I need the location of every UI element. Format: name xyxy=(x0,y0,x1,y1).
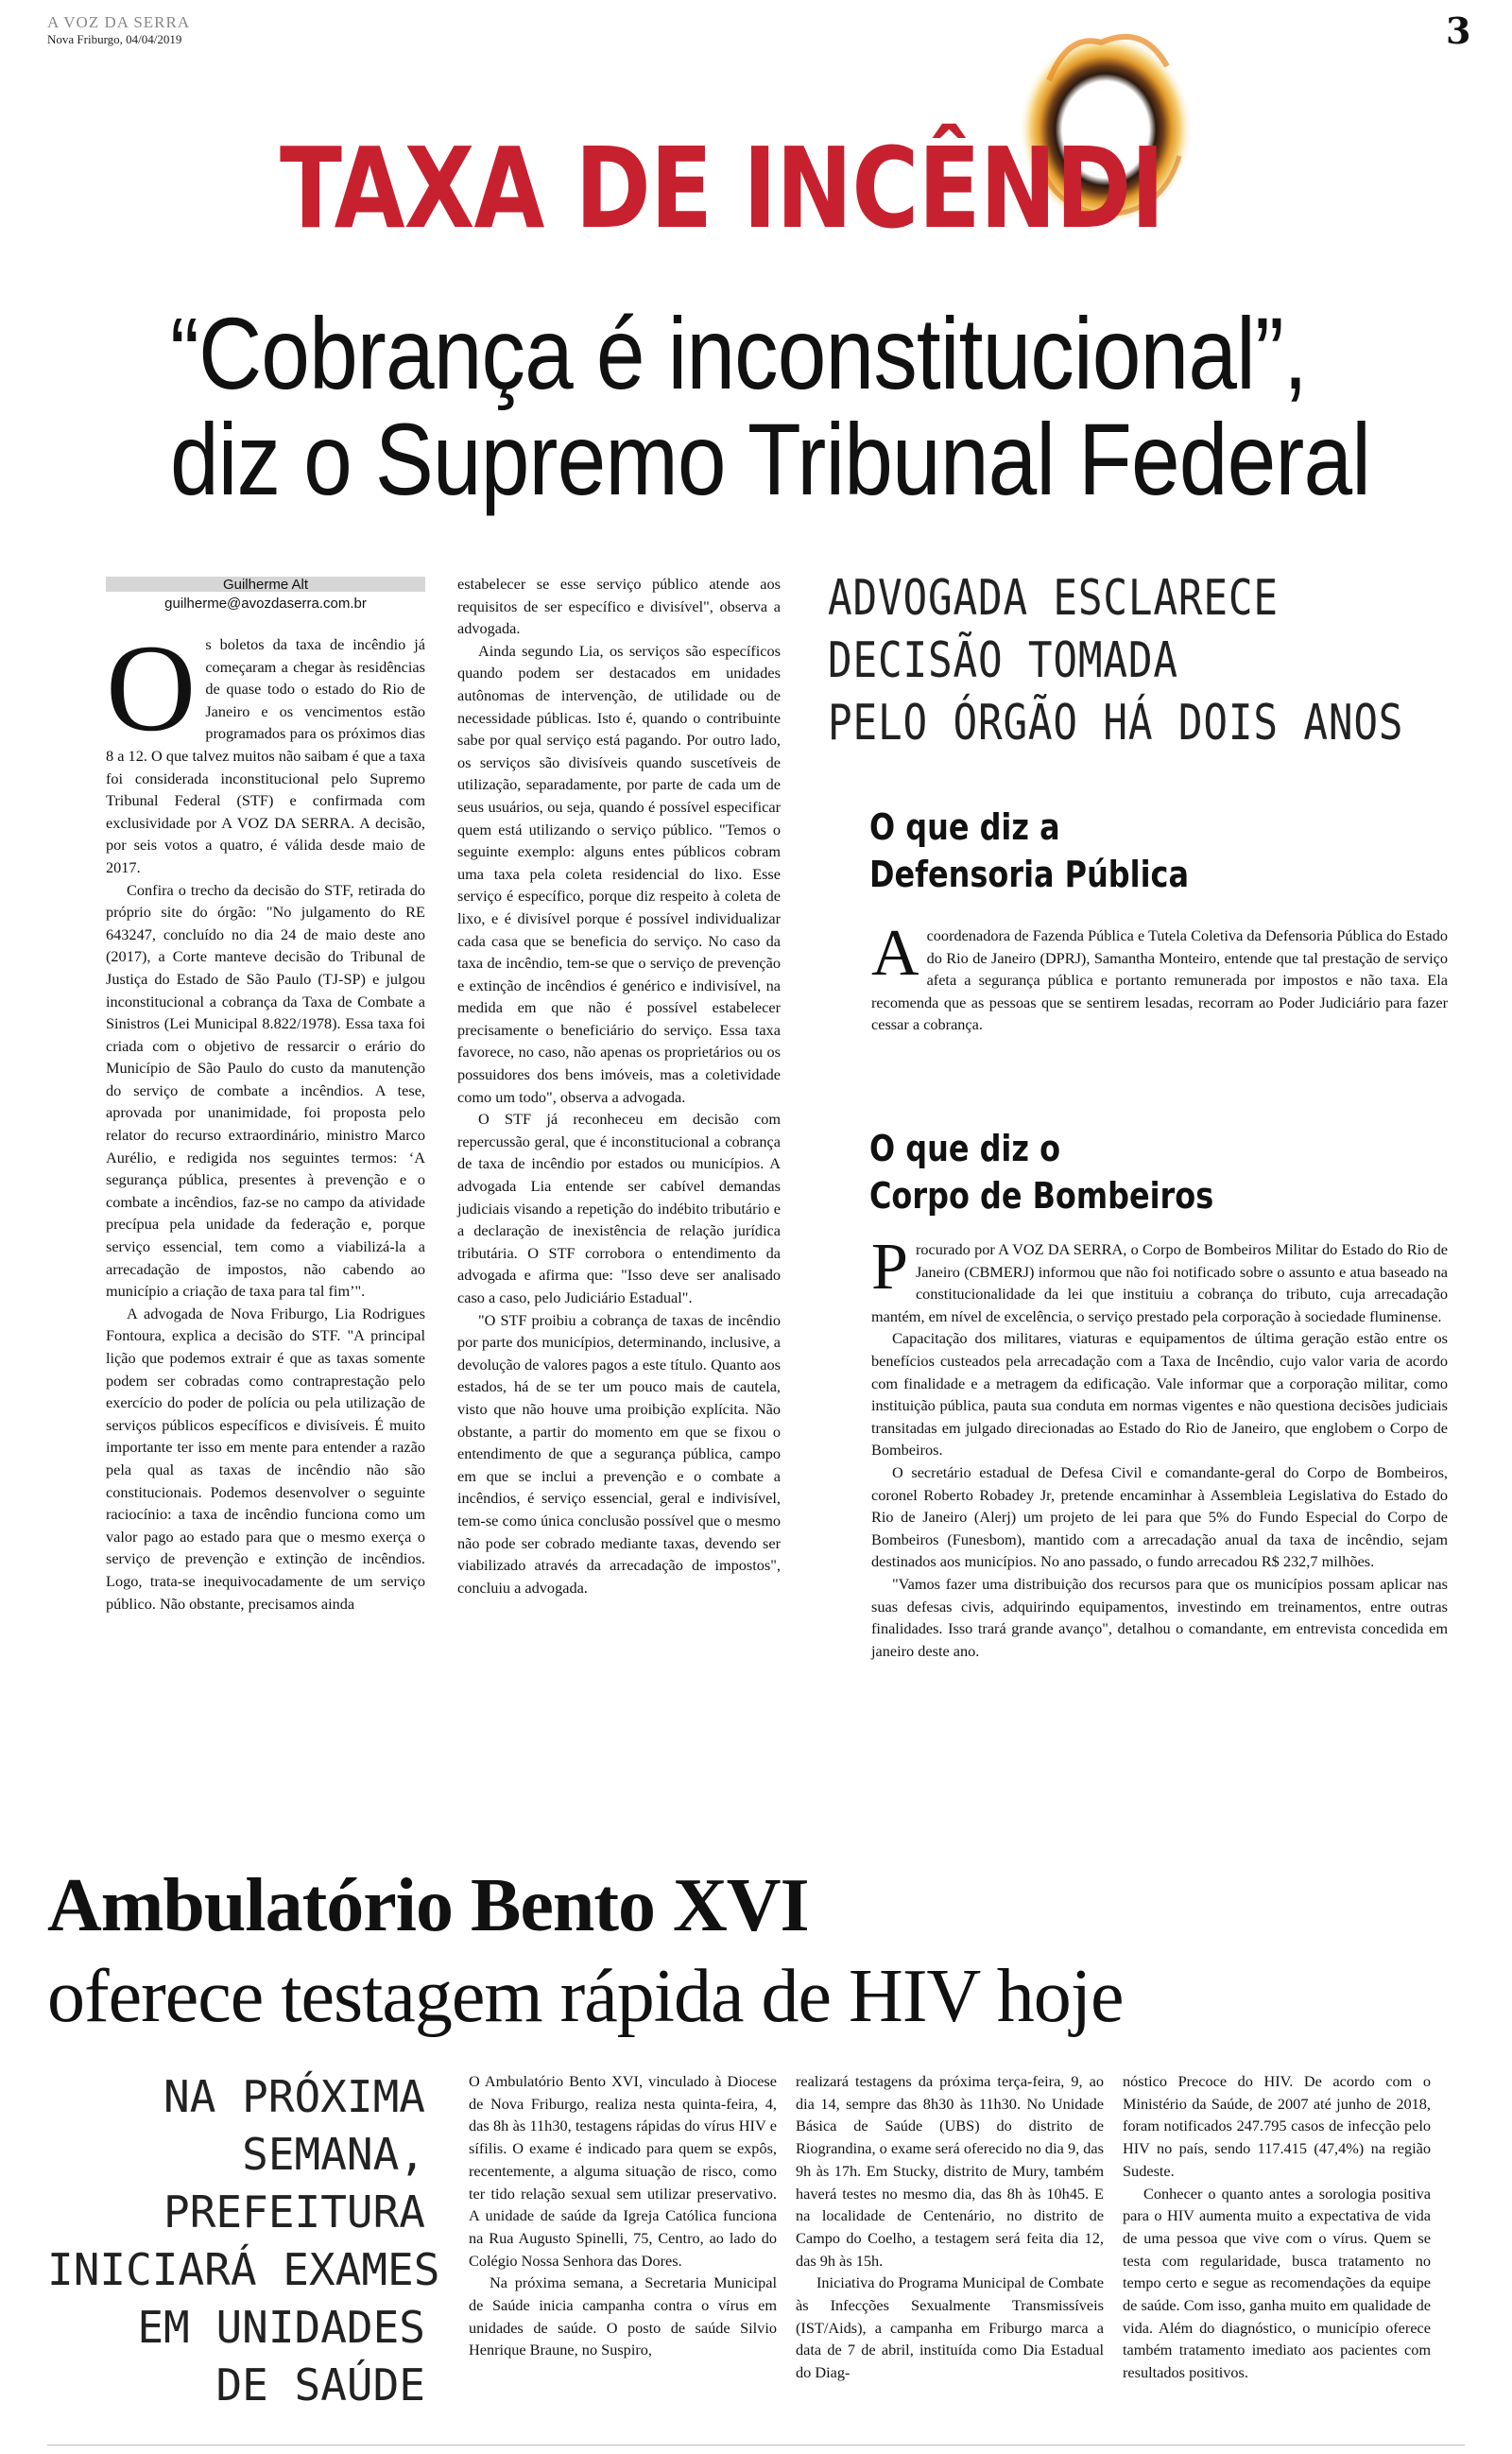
article-paragraph: Iniciativa do Programa Municipal de Combate às Infecções Sexualmente Transmissíveis (IST/Aids), a campanha em Friburgo marca a data de 7 de abril, instituída como Dia Estadual do Diag- xyxy=(796,2273,1104,2382)
article-paragraph: O STF já reconheceu em decisão com repercussão geral, que é inconstitucional a cobrança de taxa de incêndio por estados ou municípios. A advogada Lia entende ser cabível demandas judiciais visando a repetição do indébito tributário e a declaração de inexistência de relação jurídica tributária. O STF corrobora o entendimento da advogada e afirma que: "Isso deve ser analisado caso a caso, pelo Judiciário Estadual". xyxy=(457,1110,781,1306)
second-headline-line1: Ambulatório Bento XVI xyxy=(47,1864,809,1947)
byline-name: Guilherme Alt xyxy=(222,577,309,593)
bombeiros-heading-line2: Corpo de Bombeiros xyxy=(869,1175,1214,1217)
side-quote-line: NA PRÓXIMA xyxy=(163,2071,425,2122)
article-paragraph: nóstico Precoce do HIV. De acordo com o Ministério da Saúde, de 2007 até junho de 2018, foram notificados 247.795 casos de infecção pelo HIV no país, sendo 117.415 (47,4%) na região Sudeste. xyxy=(1123,2072,1431,2180)
paragraph-text: coordenadora de Fazenda Pública e Tutela Coletiva da Defensoria Pública do Estado do Rio de Janeiro (DPRJ), Samantha Monteiro, entende que tal prestação de serviço afeta a segurança pública e portanto remunerada por impostos e não taxa. Ela recomenda que as pessoas que se sentirem lesadas, recorram ao Poder Judiciário para fazer cessar a cobrança. xyxy=(871,926,1448,1034)
article-paragraph: "O STF proibiu a cobrança de taxas de incêndio por parte dos municípios, determinando, inclusive, a devolução de valores pagos a este título. Quanto aos estados, há de se ter um pouco mais de cautela, visto que não houve uma proibição explícita. Não obstante, a partir do momento em que se fixou o entendimento de que a segurança pública, campo em que se inclui a prevenção e o combate a incêndios, é serviço essencial, geral e indivisível, tem-se como única conclusão possível que o mesmo não pode ser cobrado mediante taxas, devendo ser viabilizado através da arrecadação de impostos", concluiu a advogada. xyxy=(457,1310,781,1597)
paragraph-text: s boletos da taxa de incêndio já começaram a chegar às residências de quase todo o estado do Rio de Janeiro e os vencimentos estão programados para os próximos dias 8 a 12. O que talvez muitos não saibam é que a taxa foi considerada inconstitucional pelo Supremo Tribunal Federal (STF) e confirmada com exclusividade por A VOZ DA SERRA. A decisão, por seis votos a quatro, é válida desde maio de 2017. xyxy=(106,635,425,876)
sidebar-title-line: DECISÃO TOMADA xyxy=(828,632,1178,689)
article-paragraph: estabelecer se esse serviço público atende aos requisitos de ser específico e divisível", observa a advogada. xyxy=(457,575,781,638)
article-paragraph xyxy=(871,917,1448,1036)
article-column-1 xyxy=(106,618,425,1615)
side-quote-line: SEMANA, xyxy=(242,2129,425,2180)
sidebar-title-line: ADVOGADA ESCLARECE xyxy=(828,570,1279,627)
second-headline-line2: oferece testagem rápida de HIV hoje xyxy=(47,1955,1124,2038)
section-kicker: TAXA DE INCÊNDI xyxy=(280,123,1164,253)
defensoria-heading-line1: O que diz a xyxy=(869,806,1060,848)
article-paragraph xyxy=(871,1231,1448,1327)
defensoria-heading-line2: Defensoria Pública xyxy=(869,854,1189,895)
article-paragraph: O Ambulatório Bento XVI, vinculado à Diocese de Nova Friburgo, realiza nesta quinta-feira, 4, das 8h às 11h30, testagens rápidas do vírus HIV e sífilis. O exame é indicado para quem se expôs, recentemente, a alguma situação de risco, como ter tido relação sexual sem utilizar preservativo. A unidade de saúde da Igreja Católica funciona na Rua Augusto Spinelli, 75, Centro, ao lado do Colégio Nossa Senhora das Dores. xyxy=(469,2072,777,2270)
masthead-name: A VOZ DA SERRA xyxy=(47,13,191,31)
masthead-date: Nova Friburgo, 04/04/2019 xyxy=(47,32,182,46)
main-headline xyxy=(170,296,1371,516)
main-headline-line2: diz o Supremo Tribunal Federal xyxy=(170,402,1371,516)
article-paragraph: Capacitação dos militares, viaturas e equipamentos de última geração estão entre os benefícios custeados pela arrecadação com a Taxa de Incêndio, cujo valor varia de acordo com finalidade e a metragem da edificação. Vale informar que a corporação militar, como instituição pública, pauta sua conduta em normas vigentes e não questiona decisões judiciais transitadas em julgado direcionadas ao Estado do Rio de Janeiro, que englobem o Corpo de Bombeiros. xyxy=(871,1329,1448,1460)
sidebar-title-line: PELO ÓRGÃO HÁ DOIS ANOS xyxy=(828,695,1404,752)
side-quote-line: PREFEITURA xyxy=(163,2186,425,2238)
sidebar-title xyxy=(828,567,1403,754)
article2-column-1 xyxy=(469,2070,777,2361)
article-paragraph: Confira o trecho da decisão do STF, retirada do próprio site do órgão: "No julgamento do RE 643247, concluído no dia 24 de maio deste ano (2017), a Corte manteve decisão do Tribunal de Justiça do Estado de São Paulo (TJ-SP) e julgou inconstitucional a cobrança da Taxa de Combate a Sinistros (Lei Municipal 8.822/1978). Essa taxa foi criada com o objetivo de ressarcir o erário do Município de São Paulo do custo da manutenção do serviço de combate a incêndios. A tese, aprovada por unanimidade, foi proposta pelo relator do recurso extraordinário, ministro Marco Aurélio, e redigida nos seguintes termos: ‘A segurança pública, presentes à prevenção e o combate a incêndios, faz-se no campo da atividade precípua pela unidade da federação e, porque serviço essencial, tem como a viabilizá-la a arrecadação de impostos, não cabendo ao município a criação de taxa para tal fim’". xyxy=(106,880,425,1301)
paragraph-text: rocurado por A VOZ DA SERRA, o Corpo de Bombeiros Militar do Estado do Rio de Janeiro (CBMERJ) informou que não foi notificado sobre o assunto e atua baseado na constitucionalidade da lei que instituiu a cobrança do tributo, cuja arrecadação mantém, em nível de excelência, o serviço prestado pela corporação à sociedade fluminense. xyxy=(871,1240,1448,1325)
article-paragraph: "Vamos fazer uma distribuição dos recursos para que os municípios possam aplicar nas suas defesas civis, adquirindo equipamentos, investindo em treinamentos, entre outras finalidades. Isso trará grande avanço", detalhou o comandante, em entrevista concedida em janeiro deste ano. xyxy=(871,1574,1448,1660)
side-quote-line: DE SAÚDE xyxy=(215,2359,425,2411)
drop-cap: O xyxy=(106,618,197,757)
side-quote xyxy=(47,2068,440,2414)
bombeiros-text xyxy=(871,1231,1448,1662)
article-paragraph xyxy=(106,618,425,879)
article2-column-3 xyxy=(1123,2070,1431,2384)
defensoria-text xyxy=(871,917,1448,1036)
main-headline-line1: “Cobrança é inconstitucional”, xyxy=(170,296,1307,410)
article-paragraph: O secretário estadual de Defesa Civil e comandante-geral do Corpo de Bombeiros, coronel Roberto Robadey Jr, pretende encaminhar à Assembleia Legislativa do Estado do Rio de Janeiro (Alerj) um projeto de lei para que 5% do Fundo Especial do Corpo de Bombeiros (Funesbom), mantido com a arrecadação anual da taxa de incêndio, sejam destinados aos municípios. No ano passado, o fundo arrecadou R$ 232,7 milhões. xyxy=(871,1462,1448,1571)
article2-column-2 xyxy=(796,2070,1104,2384)
article-paragraph: Conhecer o quanto antes a sorologia positiva para o HIV aumenta muito a expectativa de vida de uma pessoa que vive com o vírus. Quem se testa com regularidade, busca tratamento no tempo certo e segue as recomendações da equipe de saúde. Com isso, ganha muito em qualidade de vida. Além do diagnóstico, o município oferece também tratamento imediato aos pacientes com resultados positivos. xyxy=(1123,2184,1431,2382)
side-quote-line: INICIARÁ EXAMES xyxy=(47,2244,440,2295)
article-column-2 xyxy=(457,573,781,1599)
second-headline xyxy=(47,1860,1124,2042)
article-paragraph: Ainda segundo Lia, os serviços são específicos quando podem ser destacados em unidades autônomas de intervenção, de utilidade ou de necessidade públicas. Isto é, quando o contribuinte sabe por qual serviço está pagando. Por outro lado, os serviços são divisíveis quando suscetíveis de utilização, separadamente, por parte de cada um de seus usuários, ou seja, quando é possível especificar quem está utilizando o serviço público. "Temos o seguinte exemplo: alguns entes públicos cobram uma taxa pela coleta residencial do lixo. Esse serviço é específico, porque diz respeito à coleta de lixo, e é divisível porque é possível individualizar cada casa que se beneficia do serviço. No caso da taxa de incêndio, tem-se que o serviço de prevenção e extinção de incêndios é genérico e indivisível, na medida em que não é possível estabelecer precisamente o beneficiário do serviço. Essa taxa favorece, no caso, não apenas os proprietários ou os possuidores dos bens imóveis, mas a coletividade como um todo", observa a advogada. xyxy=(457,641,781,1106)
byline-email: guilherme@avozdaserra.com.br xyxy=(164,596,367,612)
article-paragraph: realizará testagens da próxima terça-feira, 9, ao dia 14, sempre das 8h30 às 11h30. No Unidade Básica de Saúde (UBS) do distrito de Riograndina, o exame será oferecido no dia 9, das 9h às 17h. Em Stucky, distrito de Mury, também haverá testes no mesmo dia, das 8h às 10h45. E na localidade de Centenário, no distrito de Campo do Coelho, a testagem será feita dia 12, das 9h às 15h. xyxy=(796,2072,1104,2270)
bombeiros-heading xyxy=(869,1125,1213,1219)
defensoria-heading xyxy=(869,804,1189,898)
side-quote-line: EM UNIDADES xyxy=(137,2302,425,2353)
page-number: 3 xyxy=(1446,9,1471,52)
drop-cap: A xyxy=(871,917,919,990)
bombeiros-heading-line1: O que diz o xyxy=(869,1128,1060,1169)
article-paragraph: Na próxima semana, a Secretaria Municipal de Saúde inicia campanha contra o vírus em unidades de saúde. O posto de saúde Silvio Henrique Braune, no Suspiro, xyxy=(469,2273,777,2359)
drop-cap: P xyxy=(871,1231,908,1304)
article-paragraph: A advogada de Nova Friburgo, Lia Rodrigues Fontoura, explica a decisão do STF. "A principal lição que podemos extrair é que as taxas somente podem ser cobradas como contraprestação pelo exercício do poder de polícia ou pela utilização de serviços públicos específicos e divisíveis. É muito importante ter isso em mente para entender a razão pela qual as taxas de incêndio não são constitucionais. Podemos desenvolver o seguinte raciocínio: a taxa de incêndio funciona como um valor pago ao estado para que o mesmo exerça o serviço de prevenção e extinção de incêndios. Logo, trata-se inequivocadamente de um serviço público. Não obstante, precisamos ainda xyxy=(106,1304,425,1613)
